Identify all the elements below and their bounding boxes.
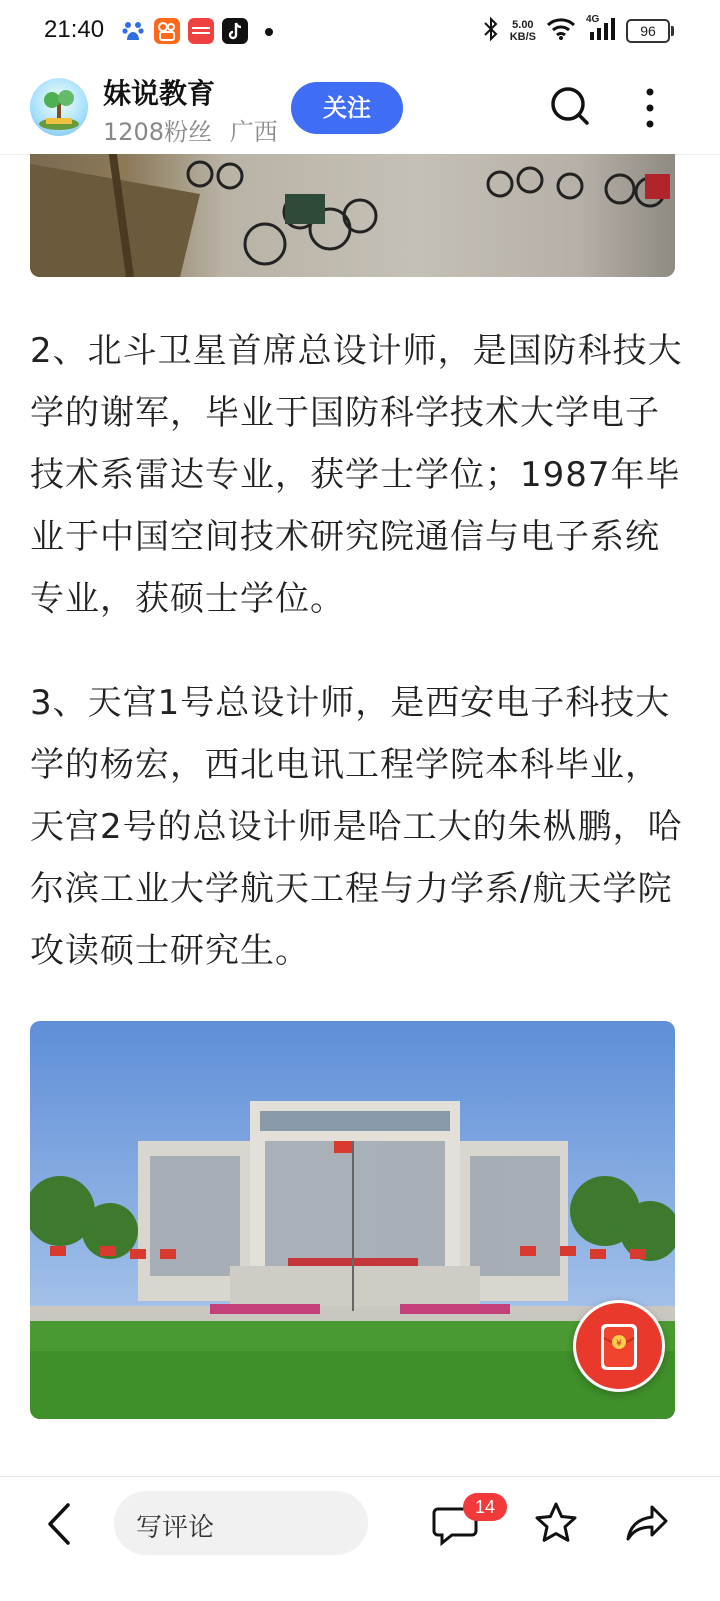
tiktok-app-icon [222,18,248,44]
network-speed [510,19,536,43]
author-name[interactable]: 妹说教育 [103,77,216,110]
author-meta [103,112,278,147]
status-time: 21:40 [44,16,105,43]
comment-input[interactable] [114,1491,368,1555]
wifi-icon [546,17,576,45]
author-location: 广西 [229,118,278,146]
comment-count-badge: 14 [463,1493,507,1521]
svg-text:¥: ¥ [616,1339,622,1349]
article-header [0,62,720,155]
notification-dot [265,28,273,36]
signal-icon [586,16,616,46]
follower-count: 1208粉丝 [103,118,213,146]
red-packet-icon [573,1339,665,1396]
red-packet-button[interactable] [573,1300,665,1392]
toutiao-app-icon [188,18,214,44]
bicycles-photo[interactable] [30,154,675,277]
battery-icon: 96 [626,19,670,43]
more-options-icon[interactable] [636,84,664,132]
baidu-app-icon [120,18,146,44]
back-arrow-icon[interactable] [40,1501,80,1547]
paragraph-2: 2、北斗卫星首席总设计师，是国防科技大学的谢军，毕业于国防科学技术大学电子技术系雷达专业，获学士学位；1987年毕业于中国空间技术研究院通信与电子系统专业，获硕士学位。 [30,331,683,619]
next-paragraph-fragment [300,1464,680,1474]
favorite-star-icon[interactable] [534,1501,578,1545]
speed-value: 5.00 [512,19,534,31]
bottom-action-bar [0,1476,720,1601]
kuaishou-app-icon [154,18,180,44]
speed-unit: KB/S [509,31,536,43]
network-type: 4G [586,14,600,25]
paragraph-3: 3、天宫1号总设计师，是西安电子科技大学的杨宏，西北电讯工程学院本科毕业，天宫2号的总设计师是哈工大的朱枞鹏，哈尔滨工业大学航天工程与力学系/航天学院攻读硕士研究生。 [30,683,683,971]
status-right [482,16,670,46]
search-icon[interactable] [548,84,592,128]
author-avatar[interactable] [30,78,88,136]
follow-button[interactable]: 关注 [291,82,403,134]
status-bar [0,0,720,62]
comment-placeholder: 写评论 [136,1513,215,1543]
article-content [0,154,720,1476]
bluetooth-icon [482,16,500,46]
share-arrow-icon[interactable] [624,1501,670,1545]
